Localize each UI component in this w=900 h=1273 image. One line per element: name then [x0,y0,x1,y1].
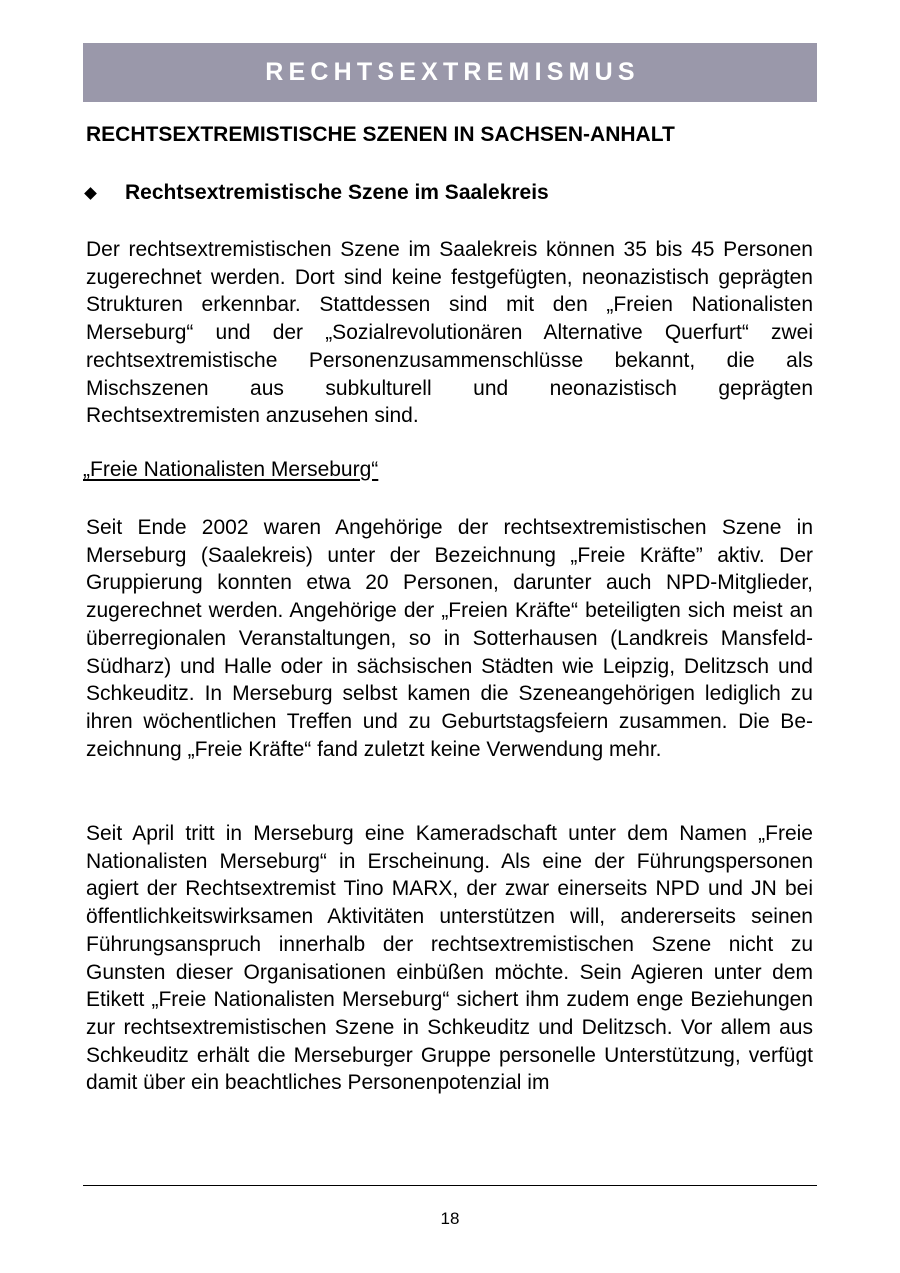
footer-divider [83,1185,817,1186]
page-number: 18 [440,1209,460,1228]
section-title: RECHTSEXTREMISTISCHE SZENEN IN SACHSEN-ANHALT [86,123,675,146]
body-paragraph-1: Der rechtsextremistischen Szene im Saalekreis können 35 bis 45 Personen zugerechnet werden. Dort sind keine festgefügten, neonazistisch geprägten Strukturen erkennbar. Stattdessen sind mit den „Freien Nationalisten Merseburg“ und der „Sozialrevolutionären Alternative Querfurt“ zwei rechtsextremistische Personenzusammenschlüsse bekannt, die als Mischszenen aus subkulturell und neonazistisch geprägten Rechtsextremisten anzusehen sind. [86,238,813,428]
diamond-bullet-icon [84,187,97,200]
subheading-bullet-line [83,181,549,205]
body-paragraph-2: Seit Ende 2002 waren Angehörige der rechtsextremistischen Szene in Merseburg (Saalekreis) unter der Bezeichnung „Freie Kräfte” aktiv. Der Gruppierung konnten etwa 20 Personen, darunter auch NPD-Mitglieder, zugerechnet werden. Angehörige der „Freien Kräfte“ beteiligten sich meist an überregionalen Veranstaltungen, so in Sotterhausen (Landkreis Mansfeld-Südharz) und Halle oder in sächsischen Städten wie Leipzig, Delitzsch und Schkeuditz. In Merseburg selbst kamen die Szeneangehörigen lediglich zu ihren wöchentlichen Treffen und zu Geburtstagsfeiern zusammen. Die Bezeichnung „Freie Kräfte“ fand zuletzt keine Verwendung mehr. [86,516,813,761]
header-banner [83,43,817,102]
subsection-heading: „Freie Nationalisten Merseburg“ [83,458,379,481]
subheading: Rechtsextremistische Szene im Saalekreis [125,181,549,204]
body-paragraph-3: Seit April tritt in Merseburg eine Kameradschaft unter dem Namen „Freie Nationalisten Merseburg“ in Erscheinung. Als eine der Führungspersonen agiert der Rechtsextremist Tino MARX, der zwar einerseits NPD und JN bei öffentlichkeitswirksamen Aktivitäten unterstützen will, andererseits seinen Führungsanspruch innerhalb der rechtsextremistischen Szene nicht zu Gunsten dieser Organisationen einbüßen möchte. Sein Agieren unter dem Etikett „Freie Nationalisten Merseburg“ sichert ihm zudem enge Beziehungen zur rechtsextremistischen Szene in Schkeuditz und Delitzsch. Vor allem aus Schkeuditz erhält die Merseburger Gruppe personelle Unterstützung, verfügt damit über ein beachtliches Personenpotenzial im [86,822,813,1095]
banner-title: RECHTSEXTREMISMUS [265,58,640,86]
